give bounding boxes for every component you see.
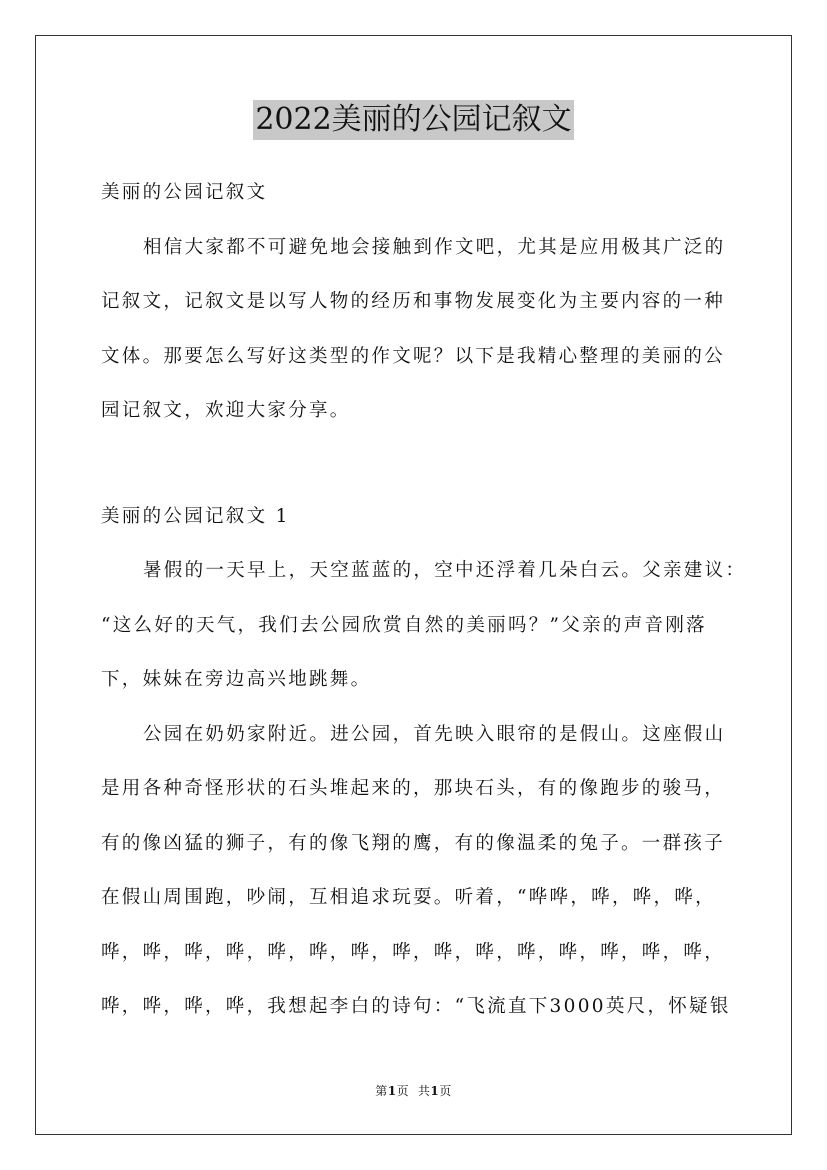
total-prefix: 共 — [417, 1084, 431, 1098]
paragraph-line: 在假山周围跑，吵闹，互相追求玩耍。听着，“哗哗，哗，哗，哗， — [101, 887, 716, 908]
paragraph-line: 公园在奶奶家附近。进公园，首先映入眼帘的是假山。这座假山 — [143, 723, 726, 745]
page-footer — [0, 1083, 827, 1099]
paragraph-line: 暑假的一天早上，天空蓝蓝的，空中还浮着几朵白云。父亲建议： — [143, 560, 747, 581]
section-heading: 美丽的公园记叙文 1 — [101, 505, 290, 527]
paragraph-line: 下，妹妹在旁边高兴地跳舞。 — [101, 669, 372, 690]
document-subtitle: 美丽的公园记叙文 — [101, 182, 268, 203]
page-number: 1 — [387, 1084, 397, 1098]
paragraph-line: 有的像凶猛的狮子，有的像飞翔的鹰，有的像温柔的兔子。一群孩子 — [101, 832, 726, 854]
paragraph-line: 哗，哗，哗，哗，哗，哗，哗，哗，哗，哗，哗，哗，哗，哗，哗， — [101, 941, 726, 963]
paragraph-line: 哗，哗，哗，哗，我想起李白的诗句：“飞流直下3000英尺，怀疑银 — [101, 996, 731, 1017]
page-suffix: 页 — [396, 1084, 410, 1098]
paragraph-line: “这么好的天气，我们去公园欣赏自然的美丽吗？”父亲的声音刚落 — [101, 614, 707, 636]
paragraph-line: 是用各种奇怪形状的石头堆起来的，那块石头，有的像跑步的骏马， — [101, 778, 726, 799]
total-suffix: 页 — [439, 1084, 452, 1098]
page-prefix: 第 — [375, 1084, 388, 1098]
intro-line: 园记叙文，欢迎大家分享。 — [101, 400, 351, 421]
total-pages: 1 — [430, 1084, 440, 1098]
document-title: 2022美丽的公园记叙文 — [253, 100, 573, 140]
paragraph-gap — [101, 439, 729, 490]
title-container — [0, 100, 827, 140]
intro-line: 相信大家都不可避免地会接触到作文吧，尤其是应用极其广泛的 — [143, 236, 726, 258]
document-body — [101, 166, 747, 1035]
intro-line: 记叙文，记叙文是以写人物的经历和事物发展变化为主要内容的一种 — [101, 291, 726, 312]
intro-line: 文体。那要怎么写好这类型的作文呢？以下是我精心整理的美丽的公 — [101, 345, 726, 367]
